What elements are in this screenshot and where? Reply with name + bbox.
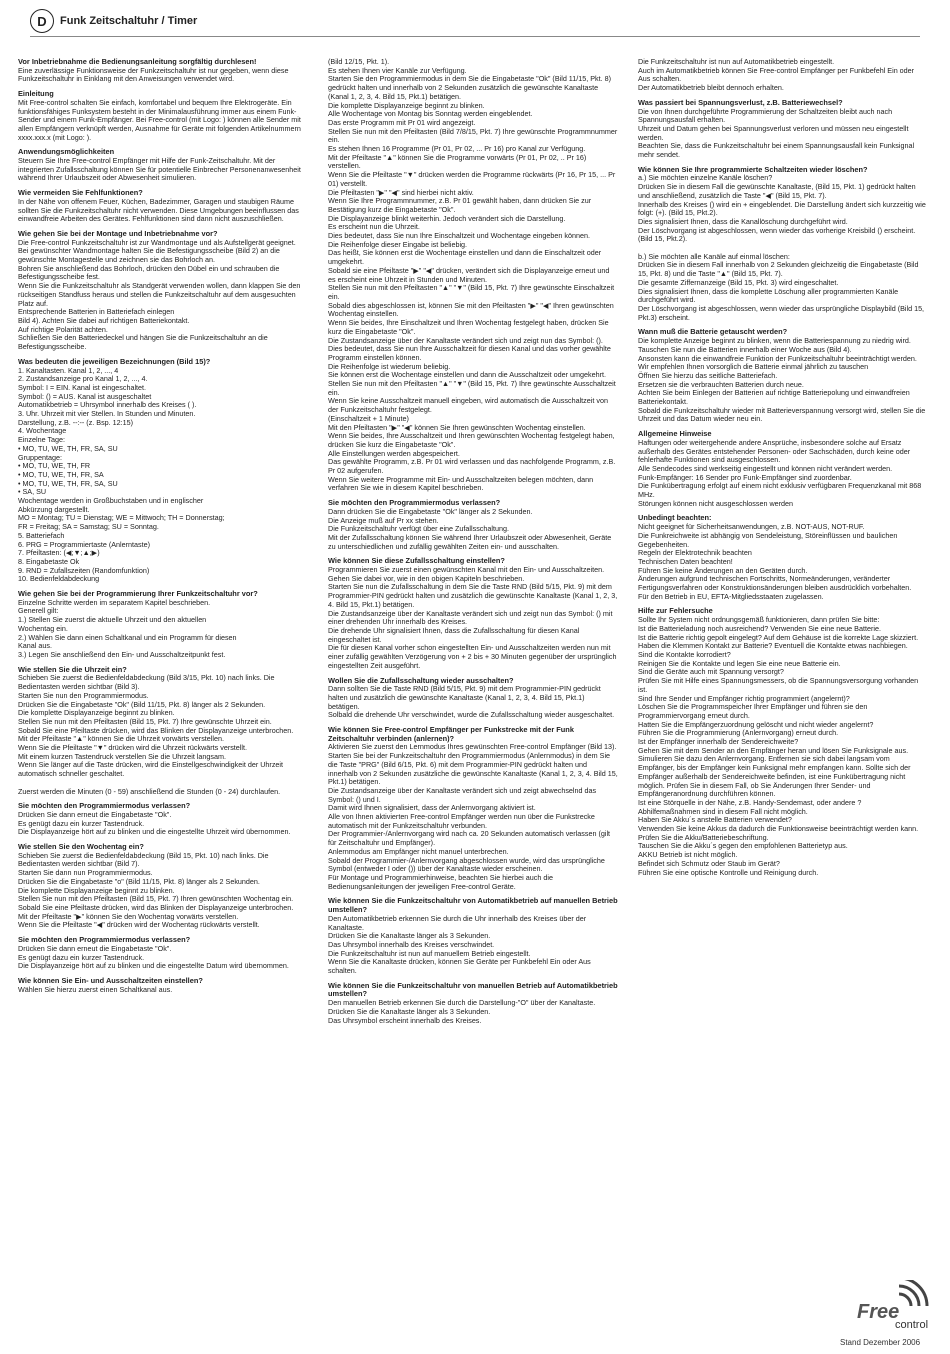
section-text: 1. Kanaltasten. Kanal 1, 2, ..., 4 2. Zustandsanzeige pro Kanal 1, 2, ..., 4. Symbol: I = EIN. Kanal ist eingeschaltet. Symbol: () = AUS. Kanal ist ausgeschaltet Automatikbetrieb = Uhrsymbol innerhalb des Kreises ( ). 3. Uhr. Uhrzeit mit vier Stellen. In Stunden und Minuten. Darstellung, z.B. --:-- (z. Bsp. 12:15) 4. Wochentage Einzelne Tage: • MO, TU, WE, TH, FR, SA, SU Gruppentage: • MO, TU, WE, TH, FR • MO, TU, WE, TH, FR, SA • MO, TU, WE, TH, FR, SA, SU • SA, SU Wochentage werden in Großbuchstaben und in englischer Abkürzung dargestellt. MO = Montag; TU = Dienstag; WE = Mittwoch; TH = Donnerstag; FR = Freitag; SA = Samstag; SU = Sonntag. 5. Batteriefach 6. PRG = Programmiertaste (Anlerntaste) 7. Pfeiltasten: (◀;▼;▲;▶) 8. Eingabetaste Ok 9. RND = Zufallszeiten (Randomfunktion) 10. Bedienfeldabdeckung	[18, 365, 225, 584]
column-1	[18, 58, 308, 1308]
section-heading: Wie stellen Sie den Wochentag ein?	[18, 842, 144, 852]
section-heading: Unbedingt beachten:	[638, 513, 712, 523]
section-text: In der Nähe von offenem Feuer, Küchen, Badezimmer, Garagen und staubigen Räume sollten Sie die Funkzeitschaltuhr nicht verwenden. Diese Umgebungen beeinflussen das einwandfreie Arbeiten des Gerätes. Fehlfunktionen sind dann nicht auszuschließen.	[18, 196, 299, 224]
section-text: Aktivieren Sie zuerst den Lernmodus Ihres gewünschten Free-control Empfänger (Bild 13). Starten Sie bei der Funkzeitschaltuhr den Programmiermodus (Anlernmodus) in dem Sie die Taste "PRG" (Bild 6/15, Pkt. 6) mit dem Programmier-PIN gedrückt halten und innerhalb von 2 Sekunden zusätzliche die gewünschte Kanaltaste (Kanal 1, 2, 3, 4. Bild 15, Pkt.1) betätigen. Die Zustandsanzeige über der Kanaltaste verändert sich und zeigt abwechselnd das Symbol: () und I. Damit wird Ihnen signalisiert, dass der Anlernvorgang aktiviert ist. Alle von Ihnen aktivierten Free-control Empfänger werden nun über die Funkstrecke automatisch mit der Funkzeitschaltuhr verbunden. Der Programmier-/Anlernvorgang wird nach ca. 20 Sekunden automatisch verlassen (gilt für Zeitschaltuhr und Empfänger). Anlernmodus am Empfänger nicht manuel unterbrechen. Sobald der Programmier-/Anlernvorgang abgeschlossen wurde, wird das ursprüngliche Symbol (entweder I oder ()) über der Kanaltaste wieder erscheinen. Für Montage und Programmierhinweise, beachten Sie hierbei auch die Bedienungsanleitungen der jeweiligen Free-control Geräte.	[328, 742, 618, 891]
section-text: Sollte Ihr System nicht ordnungsgemäß funktionieren, dann prüfen Sie bitte: Ist die Batterieladung noch ausreichend? Verwenden Sie eine neue Batterie. Ist die Batterie richtig gepolt eingelegt? Auf dem Gehäuse ist die korrekte Lage skizziert. Haben die Klemmen Kontakt zur Batterie? Eventuell die Kontakte etwas nachbiegen. Sind die Kontakte korrodiert? Reinigen Sie die Kontakte und legen Sie eine neue Batterie ein. Sind die Geräte auch mit Spannung versorgt? Prüfen Sie mit Hilfe eines Spannungsmessers, ob die Spannungsversorgung vorhanden ist. Sind Ihre Sender und Empfänger richtig programmiert (angelernt)? Löschen Sie die Programmspeicher Ihrer Empfänger und führen sie den Programmiervorgang erneut durch. Hatten Sie die Empfängerzuordnung gelöscht und nicht wieder angelernt? Führen Sie die Programmierung (Anlernvorgang) erneut durch. Ist der Empfänger innerhalb der Sendereichweite? Gehen Sie mit dem Sender an den Empfänger heran und lösen Sie Funksignale aus. Simulieren Sie dazu den Anlernvorgang. Entfernen sie sich dabei langsam vom Empfänger, bis der Empfänger kein Funksignal mehr empfangen kann. Sollte sich der Empfänger außerhalb der Sendereichweite befinden, ist eine Funkübertragung nicht möglich. Prüfen Sie in diesem Fall, ob Sie Änderungen Ihrer Sender- und Empfängeranordnung durchführen können. Ist eine Störquelle in der Nähe, z.B. Handy-Sendemast, oder andere ? Abhilfemaßnahmen sind in diesem Fall nicht möglich. Haben Sie Akku´s anstelle Batterien verwendet? Verwenden Sie keine Akkus da dadurch die Funktionsweise beeinträchtigt werden kann. Prüfen Sie die Akku/Batteriebeschriftung. Tauschen Sie die Akku´s gegen den empfohlenen Batterietyp aus. AKKU Betrieb ist nicht möglich. Befindet sich Schmutz oder Staub im Gerät? Führen Sie eine optische Kontrolle und Reinigung durch.	[638, 615, 919, 877]
section-heading: Vor Inbetriebnahme die Bedienungsanleitung sorgfältig durchlesen!	[18, 58, 257, 66]
column-3	[638, 58, 928, 1308]
free-control-logo	[855, 1280, 940, 1330]
section-heading: Einleitung	[18, 89, 54, 99]
section-text: Dann drücken Sie die Eingabetaste "Ok" länger als 2 Sekunden. Die Anzeige muß auf Pr xx stehen. Die Funkzeitschaltuhr verfügt über eine Zufallsschaltung. Mit der Zufallsschaltung können Sie während Ihrer Urlaubszeit oder Abwesenheit, Geräte zu unterschiedlichen und zufällig gewählten Zeiten ein- und ausschalten.	[328, 506, 612, 551]
section-heading: Wie vermeiden Sie Fehlfunktionen?	[18, 188, 143, 198]
section-heading: Anwendungsmöglichkeiten	[18, 147, 115, 157]
page-header	[30, 8, 920, 34]
text-columns	[18, 58, 938, 1308]
revision-date: Stand Dezember 2006	[840, 1338, 921, 1347]
header-divider	[30, 36, 920, 37]
section-heading: Wie können Sie die Funkzeitschaltuhr von Automatikbetrieb auf manuellen Betrieb umstellen?	[328, 896, 618, 915]
section-text: Mit Free-control schalten Sie einfach, komfortabel und bequem Ihre Elektrogeräte. Ein funktionsfähiges Funksystem besteht in der Minimalausführung immer aus einem Funk-Sender und einem Funk-Empfänger. Bei Free-control (mit Logo: ) können alle Sender mit allen Empfängern verknüpft werden, Ausnahme für Geräte mit folgenden Artikelnummern xxxx.xxx.x (mit Logo: ).	[18, 97, 301, 142]
section-heading: Was bedeuten die jeweiligen Bezeichnungen (Bild 15)?	[18, 356, 211, 366]
section-heading: Sie möchten den Programmiermodus verlassen?	[18, 801, 191, 811]
section-heading: Was passiert bei Spannungsverlust, z.B. Batteriewechsel?	[638, 97, 843, 107]
section-heading: Wie können Sie Ein- und Ausschaltzeiten einstellen?	[18, 975, 203, 985]
section-text: Haftungen oder weitergehende andere Ansprüche, insbesondere solche auf Ersatz außerhalb des Gerätes entstehender Personen- oder Sachschäden, durch keine oder fehlerhafte Funktionen sind ausgeschlossen. Alle Sendecodes sind werkseitig eingestellt und können nicht verändert werden. Funk-Empfänger: 16 Sender pro Funk-Empfänger sind zuordenbar. Die Funkübertragung erfolgt auf einem nicht exklusiv verfügbaren Frequenzkanal mit 868 MHz. Störungen können nicht ausgeschlossen werden	[638, 437, 922, 508]
section-text: (Bild 12/15, Pkt. 1). Es stehen Ihnen vier Kanäle zur Verfügung. Starten Sie den Programmiermodus in dem Sie die Eingabetaste "Ok" (Bild 11/15, Pkt. 8) gedrückt halten und innerhalb von 2 Sekunden zusätzlich die gewünschte Kanaltaste (Kanal 1, 2, 3, 4. Bild 15, Pkt.1) betätigen. Die komplette Displayanzeige beginnt zu blinken. Alle Wochentage von Montag bis Sonntag werden eingeblendet. Das erste Programm mit Pr 01 wird angezeigt. Stellen Sie nun mit den Pfeiltasten (Bild 7/8/15, Pkt. 7) Ihre gewünschte Programmnummer ein. Es stehen Ihnen 16 Programme (Pr 01, Pr 02, ... Pr 16) pro Kanal zur Verfügung. Mit der Pfeiltaste "▲" können Sie die Programme vorwärts (Pr 01, Pr 02, .. Pr 16) verstellen. Wenn Sie die Pfeiltaste "▼" drücken werden die Programme rückwärts (Pr 16, Pr 15, ... Pr 01) verstellt. Die Pfeiltasten "▶" "◀" sind hierbei nicht aktiv. Wenn Sie Ihre Programmnummer, z.B. Pr 01 gewählt haben, dann drücken Sie zur Bestätigung kurz die Eingabetaste "Ok". Die Displayanzeige blinkt weiterhin. Jedoch verändert sich die Darstellung. Es erscheint nun die Uhrzeit. Dies bedeutet, dass Sie nun Ihre Einschaltzeit und Wochentage eingeben können. Die Reihenfolge dieser Eingabe ist beliebig. Das heißt, Sie können erst die Wochentage einstellen und dann die Einschaltzeit oder umgekehrt. Sobald sie eine Pfeiltaste "▶" "◀" drücken, verändert sich die Displayanzeige erneut und es erscheint eine Uhrzeit in Stunden und Minuten. Stellen Sie nun mit den Pfeiltasten "▲" "▼" (Bild 15, Pkt. 7) Ihre gewünschte Einschaltzeit ein. Sobald dies abgeschlossen ist, können Sie mit den Pfeiltasten "▶" "◀" Ihren gewünschten Wochentag einstellen. Wenn Sie beides, Ihre Einschaltzeit und Ihren Wochentag festgelegt haben, drücken Sie kurz die Eingabetaste "Ok". Die Zustandsanzeige über der Kanaltaste verändert sich und zeigt nun das Symbol: (). Dies bedeutet, dass Sie nun Ihre Ausschaltzeit für diesen Kanal und das vorher gewählte Programm einstellen können. Die Reihenfolge ist wiederum beliebig. Sie können erst die Wochentage einstellen und dann die Ausschaltzeit oder umgekehrt. Stellen Sie nun mit den Pfeiltasten "▲" "▼" (Bild 15, Pkt. 7) Ihre gewünschte Ausschaltzeit ein. Wenn Sie keine Ausschaltzeit manuell eingeben, wird automatisch die Ausschaltzeit von der Funkzeitschaltuhr festgelegt. (Einschaltzeit + 1 Minute) Mit den Pfeiltasten "▶" "◀" können Sie Ihren gewünschten Wochentag einstellen. Wenn Sie beides, Ihre Ausschaltzeit und Ihren gewünschten Wochentag festgelegt haben, drücken Sie kurz die Eingabetaste "Ok". Alle Einstellungen werden abgespeichert. Das gewählte Programm, z.B. Pr 01 wird verlassen und das nachfolgende Programm, z.B. Pr 02 aufgerufen. Wenn Sie weitere Programme mit Ein- und Ausschaltzeiten belegen möchten, dann verfahren Sie wie in diesem Kapitel beschrieben.	[328, 58, 618, 493]
document-title: Funk Zeitschaltuhr / Timer	[60, 15, 198, 27]
language-badge: D	[30, 9, 54, 33]
section-heading: Hilfe zur Fehlersuche	[638, 606, 713, 616]
section-text: Die Funkzeitschaltuhr ist nun auf Automatikbetrieb eingestellt. Auch im Automatikbetrieb können Sie Free-control Empfänger per Funkbefehl Ein oder Aus schalten. Der Automatikbetrieb bleibt dennoch erhalten.	[638, 58, 915, 93]
section-heading: Wie stellen Sie die Uhrzeit ein?	[18, 664, 127, 674]
section-text: Dann sollten Sie die Taste RND (Bild 5/15, Pkt. 9) mit dem Programmier-PIN gedrückt halten und zusätzlich die gewünschte Kanaltaste (Kanal 1, 2, 3, 4. Bild 15, Pkt.1) betätigen. Solbald die drehende Uhr verschwindet, wurde die Zufallsschaltung wieder ausgeschaltet.	[328, 684, 615, 720]
section-heading: Wie gehen Sie bei der Montage und Inbetriebnahme vor?	[18, 228, 218, 238]
section-text: Drücken Sie dann erneut die Eingabetaste "Ok". Es genügt dazu ein kurzer Tastendruck. Die Displayanzeige hört auf zu blinken und die eingestellte Datum wird übernommen.	[18, 943, 289, 971]
section-text: Programmieren Sie zuerst einen gewünschten Kanal mit den Ein- und Ausschaltzeiten. Gehen Sie dabei vor, wie in den obigen Kapiteln beschrieben. Starten Sie nun die Zufallsschaltung in dem Sie die Taste RND (Bild 5/15, Pkt. 9) mit dem Programmier-PIN gedrückt halten und zusätzlich die gewünschte Kanaltaste (Kanal 1, 2, 3, 4. Bild 15, Pkt.1) betätigen. Die Zustandsanzeige über der Kanaltaste verändert sich und zeigt nun das Symbol: () mit einer drehenden Uhr innerhalb des Kreises. Die drehende Uhr signalisiert Ihnen, dass die Zufallsschaltung für diesen Kanal eingeschaltet ist. Die für diesen Kanal vorher schon eingestellten Ein- und Ausschaltzeiten werden nun mit einer zufällig gewählten Verzögerung von + 2 bis + 30 Minuten gegenüber der ursprünglich eingestellten Zeit ausgeführt.	[328, 565, 618, 670]
section-text: Schieben Sie zuerst die Bedienfeldabdeckung (Bild 3/15, Pkt. 10) nach links. Die Bedientasten werden sichtbar (Bild 3). Starten Sie nun den Programmiermodus. Drücken Sie die Eingabetaste "Ok" (Bild 11/15, Pkt. 8) länger als 2 Sekunden. Die komplette Displayanzeige beginnt zu blinken. Stellen Sie nun mit den Pfeiltasten (Bild 15, Pkt. 7) Ihre gewünschte Uhrzeit ein. Sobald Sie eine Pfeiltaste drücken, wird das Blinken der Displayanzeige unterbrochen. Mit der Pfeiltaste "▲" können Sie die Uhrzeit vorwärts verstellen. Wenn Sie die Pfeiltaste "▼" drücken wird die Uhrzeit rückwärts verstellt. Mit einem kurzen Tastendruck verstellen Sie die Uhrzeit langsam. Wenn Sie länger auf die Taste drücken, wird die Einstellgeschwindigkeit der Uhrzeit automatisch schneller geschaltet. Zuerst werden die Minuten (0 - 59) anschließend die Stunden (0 - 24) durchlaufen.	[18, 673, 294, 796]
section-text: Die von Ihnen durchgeführte Programmierung der Schaltzeiten bleibt auch nach Spannungsausfall erhalten. Uhrzeit und Datum gehen bei Spannungsverlust verloren und müssen neu eingestellt werden. Beachten Sie, dass die Funkzeitschaltuhr bei einem Spannungsausfall kein Funksignal mehr sendet.	[638, 106, 915, 160]
signal-waves-icon	[899, 1280, 927, 1306]
section-heading: Wie können Sie die Funkzeitschaltuhr von manuellen Betrieb auf Automatikbetrieb umstellen?	[328, 980, 618, 999]
section-heading: Allgemeine Hinweise	[638, 429, 712, 439]
column-2	[328, 58, 618, 1308]
section-heading: Wie gehen Sie bei der Programmierung Ihrer Funkzeitschaltuhr vor?	[18, 589, 258, 599]
section-text: Steuern Sie Ihre Free-control Empfänger mit Hilfe der Funk-Zeitschaltuhr. Mit der integrierten Zufallsschaltung können Sie für potentielle Einbrecher Personenanwesenheit während Ihrer Urlaubszeit oder Abwesenheit simulieren.	[18, 156, 301, 183]
section-text: Die Free-control Funkzeitschaltuhr ist zur Wandmontage und als Aufstellgerät geeignet. Bei gewünschter Wandmontage halten Sie die Befestigungsscheibe (Bild 2) an die gewünschte Montagestelle und zeichnen sie das Bohrloch an. Bohren Sie anschließend das Bohrloch, drücken den Dübel ein und schrauben die Befestigungsscheibe fest. Wenn Sie die Funkzeitschaltuhr als Standgerät verwenden wollen, dann klappen Sie den rückseitigen Standfuss heraus und stellen die Funkzeitschaltuhr auf dem ausgesuchten Platz auf. Entsprechende Batterien in Batteriefach einlegen Bild 4). Achten Sie dabei auf richtigen Batteriekontakt. Auf richtige Polarität achten. Schließen Sie den Batteriedeckel und hängen Sie die Funkzeitschaltuhr an die Befestigungsscheibe.	[18, 237, 301, 352]
section-heading: Wie können Sie diese Zufallsschaltung einstellen?	[328, 556, 505, 566]
section-text: Die komplette Anzeige beginnt zu blinken, wenn die Batteriespannung zu niedrig wird. Tauschen Sie nun die Batterien innerhalb einer Woche aus (Bild 4). Ansonsten kann die einwandfreie Funktion der Funkzeitschaltuhr beeinträchtigt werden. Wir empfehlen Ihnen vorsorglich die Batterie einmal jährlich zu tauschen Öffnen Sie hierzu das seitliche Batteriefach. Ersetzen sie die verbrauchten Batterien durch neue. Achten Sie beim Einlegen der Batterien auf richtige Batteriepolung und einwandfreien Batteriekontakt. Sobald die Funkzeitschaltuhr wieder mit Batterieverspannung versorgt wird, stellen Sie die Uhrzeit und das Datum wieder neu ein.	[638, 336, 926, 424]
logo-word: Free	[857, 1301, 900, 1323]
section-text: Eine zuverlässige Funktionsweise der Funkzeitschaltuhr ist nur gegeben, wenn diese Funkzeitschaltuhr in Einklang mit den Anweisungen verwendet wird.	[18, 65, 289, 84]
section-text: Nicht geeignet für Sicherheitsanwendungen, z.B. NOT-AUS, NOT-RUF. Die Funkreichweite ist abhängig von Sendeleistung, Störeinflüssen und baulichen Gegebenheiten. Regeln der Elektrotechnik beachten Technischen Daten beachten! Führen Sie keine Änderungen an den Geräten durch. Änderungen aufgrund technischen Fortschritts, Normeänderungen, veränderter Fertigungsverfahren oder Konstruktionsänderungen bleiben ausdrücklich vorbehalten. Für den Betrieb in EU, EFTA-Mitgliedsstaaten zugelassen.	[638, 522, 912, 601]
section-text: Drücken Sie dann erneut die Eingabetaste "Ok". Es genügt dazu ein kurzer Tastendruck. Die Displayanzeige hört auf zu blinken und die eingestellte Uhrzeit wird übernommen.	[18, 809, 291, 837]
section-heading: Wie können Sie Ihre programmierte Schaltzeiten wieder löschen?	[638, 164, 868, 174]
section-heading: Wollen Sie die Zufallsschaltung wieder ausschalten?	[328, 675, 514, 685]
logo-sub: control	[895, 1319, 929, 1330]
section-text: Einzelne Schritte werden im separatem Kapitel beschrieben. Generell gilt: 1.) Stellen Sie zuerst die aktuelle Uhrzeit und den aktuellen Wochentag ein. 2.) Wählen Sie dann einen Schaltkanal und ein Programm für diesen Kanal aus. 3.) Legen Sie anschließend den Ein- und Ausschaltzeitpunkt fest.	[18, 597, 237, 659]
section-heading: Wie können Sie Free-control Empfänger per Funkstrecke mit der Funk Zeitschaltuhr verbinden (anlernen)?	[328, 725, 574, 743]
section-heading: Sie möchten den Programmiermodus verlassen?	[18, 935, 191, 945]
section-text: Wählen Sie hierzu zuerst einen Schaltkanal aus.	[18, 984, 173, 994]
section-heading: Sie möchten den Programmiermodus verlassen?	[328, 498, 501, 508]
section-text: Schieben Sie zuerst die Bedienfeldabdeckung (Bild 15, Pkt. 10) nach links. Die Bedientasten werden sichtbar (Bild 7). Starten Sie dann nun Programmiermodus. Drücken Sie die Eingabetaste "o" (Bild 11/15, Pkt. 8) länger als 2 Sekunden. Die komplette Displayanzeige beginnt zu blinken. Stellen Sie nun mit den Pfeiltasten (Bild 15, Pkt. 7) Ihren gewünschten Wochentag ein. Sobald Sie eine Pfeiltaste drücken, wird das Blinken der Displayanzeige unterbrochen. Mit der Pfeiltaste "▶" können Sie den Wochentag vorwärts verstellen. Wenn Sie die Pfeiltaste "◀" drücken wird der Wochentag rückwärts verstellt.	[18, 850, 294, 930]
section-text: Den manuellen Betrieb erkennen Sie durch die Darstellung-"O" über der Kanaltaste. Drücken Sie die Kanaltaste länger als 3 Sekunden. Das Uhrsymbol erscheint innerhalb des Kreises.	[328, 998, 596, 1025]
section-text: Den Automatikbetrieb erkennen Sie durch die Uhr innerhalb des Kreises über der Kanaltaste. Drücken Sie die Kanaltaste länger als 3 Sekunden. Das Uhrsymbol innerhalb des Kreises verschwindet. Die Funkzeitschaltuhr ist nun auf manuellem Betrieb eingestellt. Wenn Sie die Kanaltaste drücken, können Sie Geräte per Funkbefehl Ein oder Aus schalten.	[328, 913, 591, 976]
section-text: a.) Sie möchten einzelne Kanäle löschen? Drücken Sie in diesem Fall die gewünschte Kanaltaste, (Bild 15, Pkt. 1) gedrückt halten und anschließend, zusätzlich die Taste "◀" (Bild 15, Pkt. 7). Innerhalb des Kreises () wird ein + eingeblendet. Die Darstellung ändert sich kurzzeitig wie folgt: (+). (Bild 15, Pkt.2). Dies signalisiert Ihnen, dass die Kanallöschung durchgeführt wird. Der Löschvorgang ist abgeschlossen, wenn wieder das vorherige Kreisbild () erscheint. (Bild 15, Pkt.2). b.) Sie möchten alle Kanäle auf einmal löschen: Drücken Sie in diesem Fall innerhalb von 2 Sekunden gleichzeitig die Eingabetaste (Bild 15, Pkt. 8) und die Taste "▲" (Bild 15, Pkt. 7). Die gesamte Ziffernanzeige (Bild 15, Pkt. 3) wird eingeschaltet. Dies signalisiert Ihnen, dass die komplette Löschung aller programmierten Kanäle durchgeführt wird. Der Löschvorgang ist abgeschlossen, wenn wieder das ursprüngliche Displaybild (Bild 15, Pkt.3) erscheint.	[638, 173, 926, 322]
section-heading: Wann muß die Batterie getauscht werden?	[638, 327, 788, 337]
